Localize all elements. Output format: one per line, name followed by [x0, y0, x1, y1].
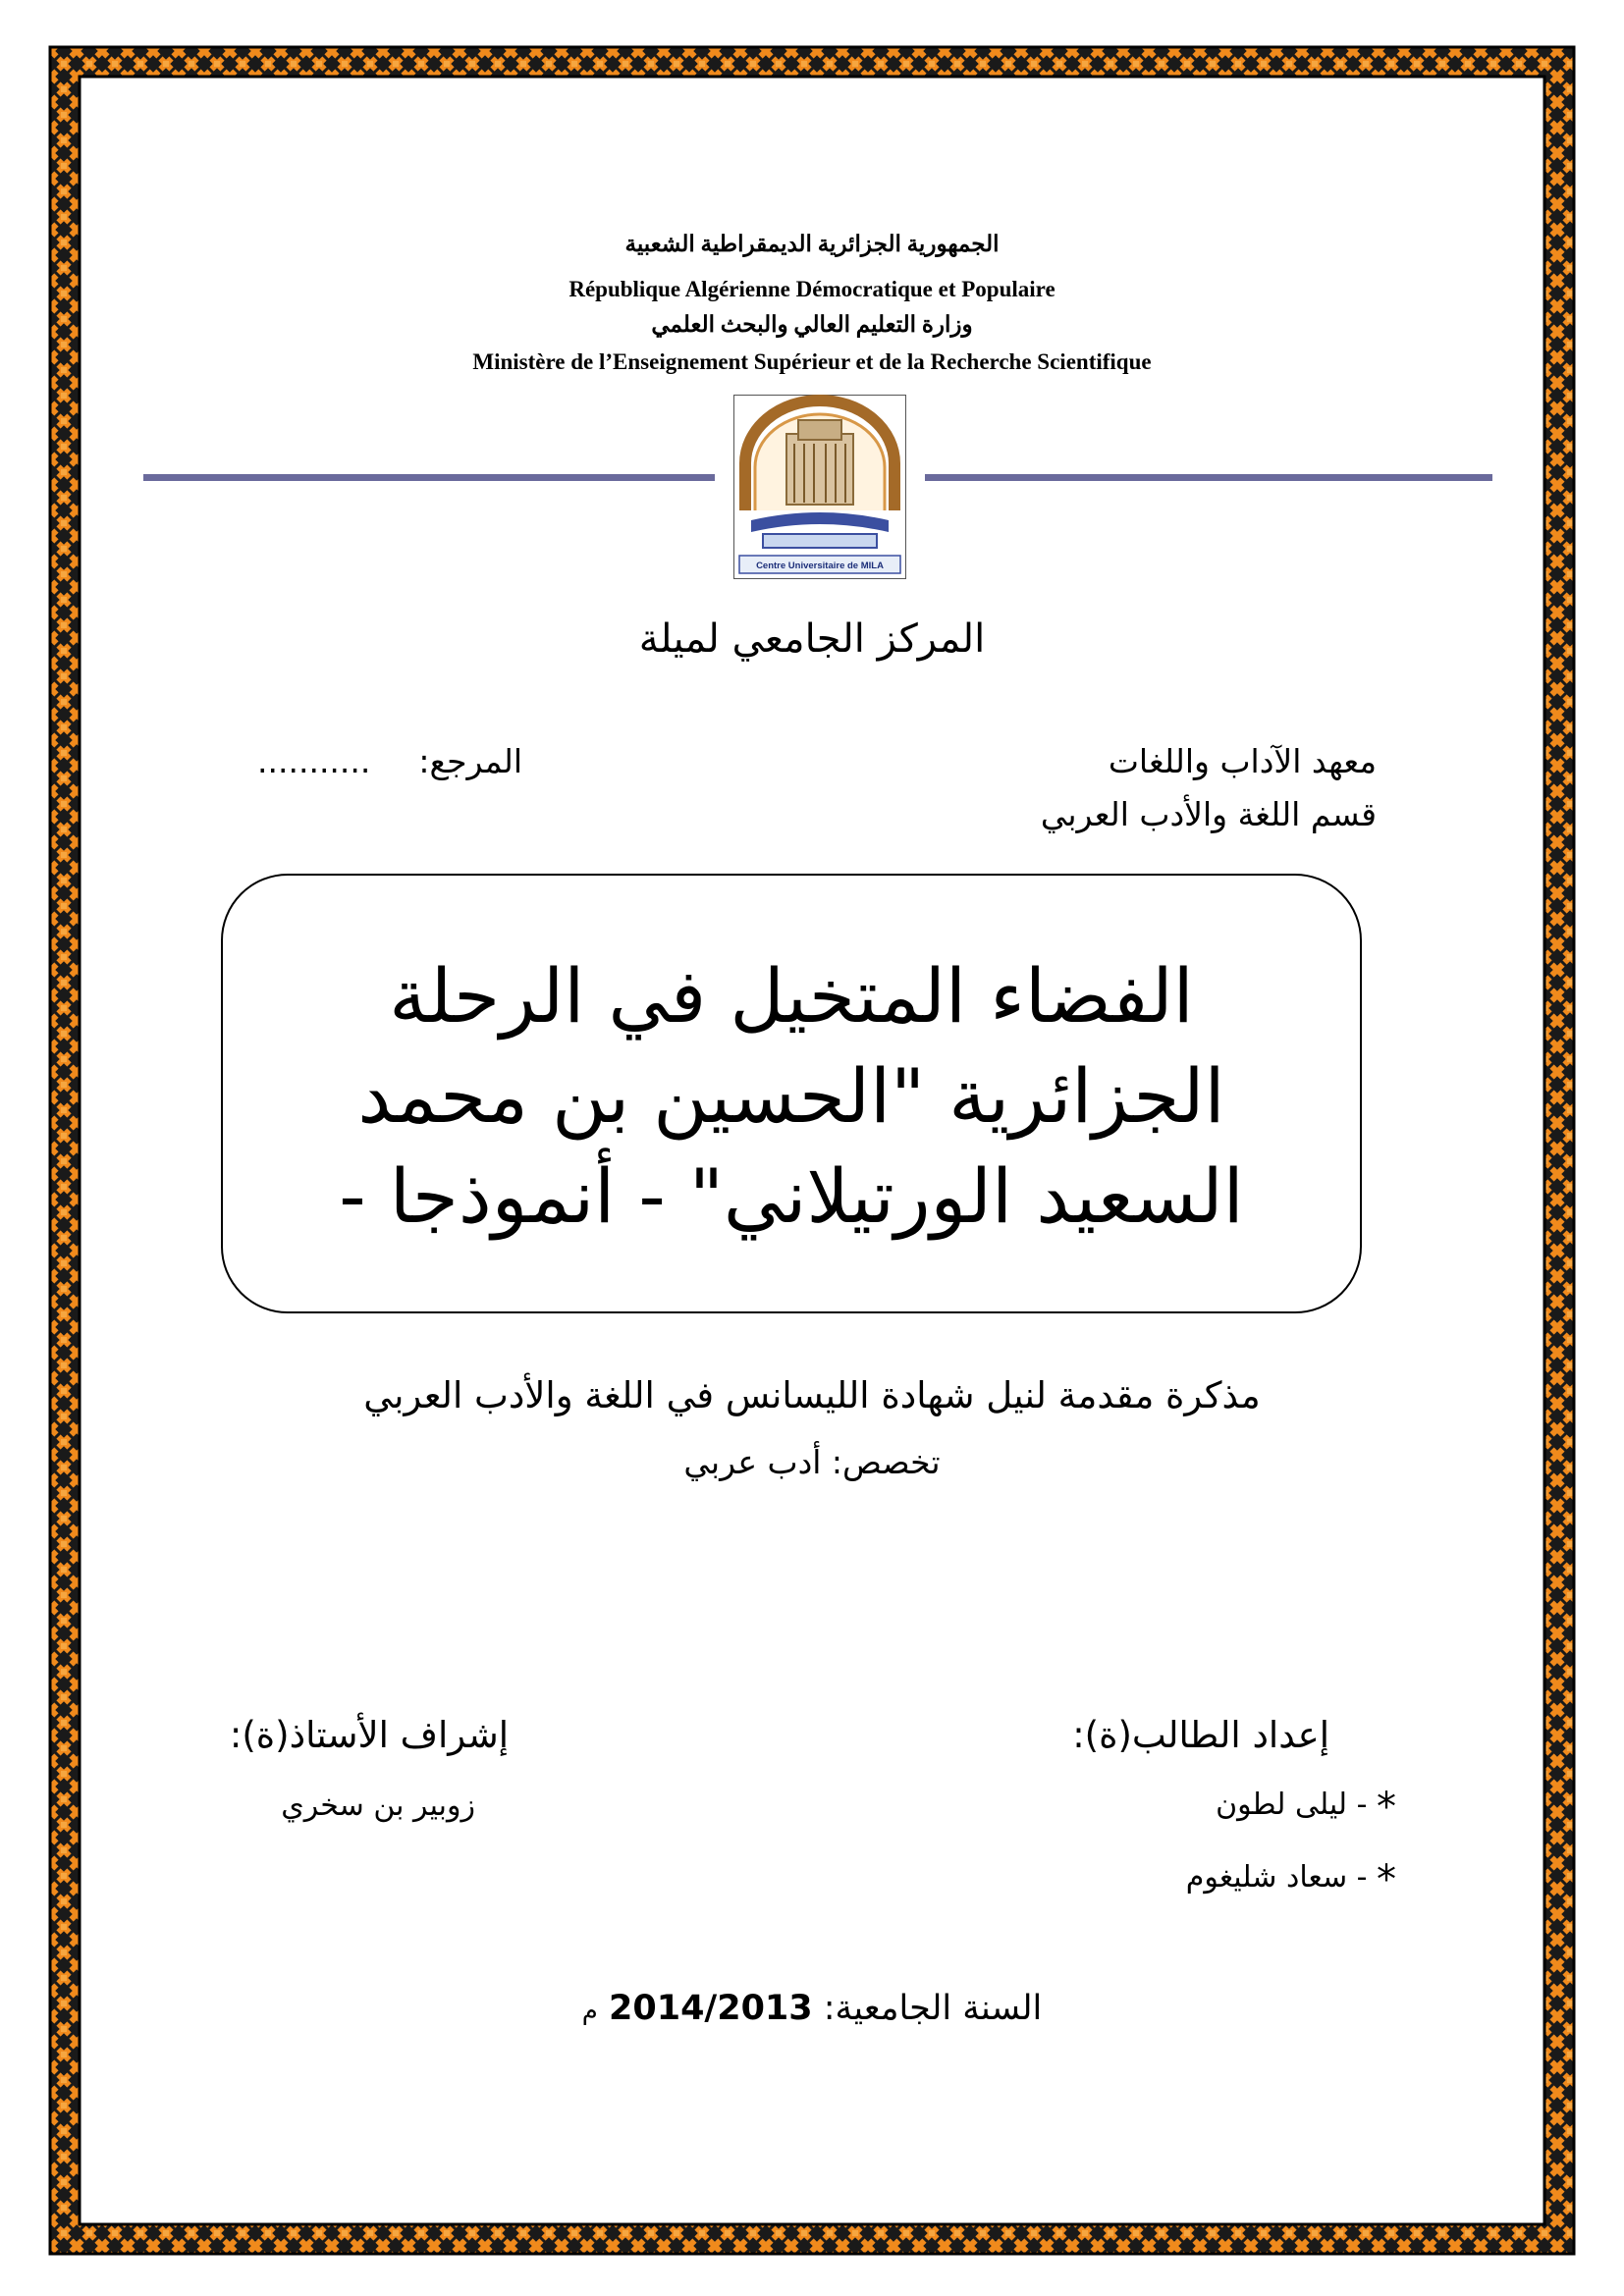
reference-label: المرجع: [418, 742, 522, 780]
title-line-1: الفضاء المتخيل في الرحلة [389, 952, 1194, 1040]
logo-caption: Centre Universitaire de MILA [756, 561, 884, 571]
student-item-1: * - ليلى لطون [1216, 1785, 1396, 1830]
bullet-asterisk: * [1377, 1785, 1396, 1830]
academic-year-suffix: م [581, 1997, 598, 2026]
academic-year-value: 2014/2013 [609, 1989, 813, 2028]
institute-name: معهد الآداب واللغات [1108, 742, 1377, 780]
republic-arabic: الجمهورية الجزائرية الديمقراطية الشعبية [624, 232, 1000, 256]
student-name-2: سعاد شليغوم [1185, 1860, 1348, 1895]
reference-value: ........... [257, 742, 371, 780]
university-logo [733, 395, 906, 579]
title-line-2: الجزائرية "الحسين بن محمد [357, 1052, 1225, 1140]
specialization: تخصص: أدب عربي [683, 1443, 941, 1481]
students-label: إعداد الطالب(ة): [1072, 1714, 1329, 1756]
academic-year [0, 1989, 1624, 2028]
supervisor-label: إشراف الأستاذ(ة): [229, 1714, 509, 1756]
academic-year-label: السنة الجامعية: [823, 1989, 1043, 2028]
reference-line [257, 742, 522, 780]
ministry-arabic: وزارة التعليم العالي والبحث العلمي [651, 312, 973, 337]
bullet-asterisk: * [1377, 1857, 1396, 1902]
thesis-title-box [221, 874, 1362, 1313]
university-name: المركز الجامعي لميلة [638, 616, 986, 662]
department-name: قسم اللغة والأدب العربي [1040, 795, 1377, 833]
title-line-3: السعيد الورتيلاني" - أنموذجا - [339, 1152, 1244, 1240]
student-name-1: ليلى لطون [1216, 1788, 1348, 1822]
student-item-2: * - سعاد شليغوم [1185, 1857, 1396, 1902]
thesis-description: مذكرة مقدمة لنيل شهادة الليسانس في اللغة والأدب العربي [363, 1374, 1261, 1416]
header-rule-right [925, 474, 1492, 481]
ministry-french: Ministère de l’Enseignement Supérieur et de la Recherche Scientifique [472, 349, 1152, 374]
republic-french: République Algérienne Démocratique et Populaire [568, 277, 1056, 301]
supervisor-name: زوبير بن سخري [281, 1789, 475, 1823]
header-rule-left [143, 474, 715, 481]
